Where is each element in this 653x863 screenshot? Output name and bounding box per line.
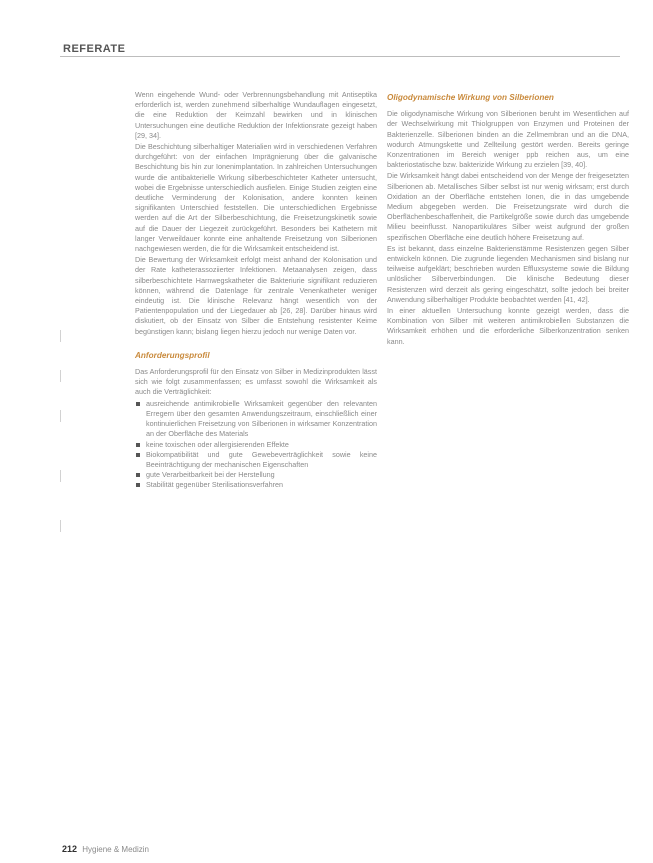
requirements-list bbox=[135, 399, 377, 491]
margin-mark bbox=[60, 330, 61, 342]
margin-mark bbox=[60, 410, 61, 422]
body-paragraph: Wenn eingehende Wund- oder Verbrennungsbehandlung mit Antiseptika erforderlich ist, werden zunehmend silberhaltige Wundauflagen eingesetzt, die eine Reduktion der Keimzahl bewirken und in klinischen Untersuchungen eine deutliche Reduktion der Infektionsrate gezeigt haben [29, 34]. bbox=[135, 90, 377, 140]
right-column bbox=[387, 90, 629, 348]
bullet-icon bbox=[136, 473, 140, 477]
body-paragraph: Die Beschichtung silberhaltiger Materialien wird in verschiedenen Verfahren durchgeführt: von der einfachen Imprägnierung über die galvanische Beschichtung bis hin zur Ionenimplantation. In zahlreichen Untersuchungen wurde die antibakterielle Wirkung silberbeschichteter Katheter untersucht, wobei die Ergebnisse unterschiedlich ausfielen. Einige Studien zeigten eine deutliche Verminderung der Kolonisation, andere konnten keinen signifikanten Unterschied feststellen. Die unterschiedlichen Ergebnisse werden auf die Art der Silberbeschichtung, die Freisetzungskinetik sowie auf die Dauer der Liegezeit zurückgeführt. Besonders bei Kathetern mit langer Verweildauer konnte eine anhaltende Freisetzung von Silberionen nachgewiesen werden, die für die Wirksamkeit entscheidend ist. bbox=[135, 142, 377, 254]
section-heading: Anforderungsprofil bbox=[135, 350, 210, 360]
list-item bbox=[135, 440, 377, 450]
body-paragraph: Die Bewertung der Wirksamkeit erfolgt meist anhand der Kolonisation und der Rate katheterassoziierter Infektionen. Metaanalysen zeigen, dass silberbeschichtete Harnwegskatheter die Bakteriurie signifikant reduzieren können, während die Datenlage für zentrale Venenkatheter weniger eindeutig ist. Die klinische Relevanz hängt wesentlich von der Patientenpopulation und der Liegedauer ab [26, 28]. Darüber hinaus wird diskutiert, ob der Einsatz von Silber die Entstehung resistenter Keime begünstigen kann; bislang liegen hierzu jedoch nur wenige Daten vor. bbox=[135, 255, 377, 336]
list-item-text: Biokompatibilität und gute Gewebeverträglichkeit sowie keine Beeinträchtigung der mechanischen Eigenschaften bbox=[146, 449, 377, 469]
list-item bbox=[135, 470, 377, 480]
journal-name: Hygiene & Medizin bbox=[82, 845, 149, 854]
page-footer bbox=[62, 844, 149, 854]
list-item-text: gute Verarbeitbarkeit bei der Herstellung bbox=[146, 470, 275, 480]
left-column bbox=[135, 90, 377, 491]
list-item bbox=[135, 450, 377, 470]
header-rule bbox=[60, 56, 620, 57]
section-heading: Oligodynamische Wirkung von Silberionen bbox=[387, 93, 554, 102]
margin-mark bbox=[60, 370, 61, 382]
body-paragraph: In einer aktuellen Untersuchung konnte gezeigt werden, dass die Kombination von Silber mit weiteren antimikrobiellen Substanzen die Wirksamkeit erhöhen und die erforderliche Silberkonzentration senken kann. bbox=[387, 306, 629, 346]
bullet-icon bbox=[136, 483, 140, 487]
body-paragraph: Es ist bekannt, dass einzelne Bakterienstämme Resistenzen gegen Silber entwickeln können. Die zugrunde liegenden Mechanismen sind bislang nur teilweise aufgeklärt; beschrieben wurden Effluxsysteme sowie die Bildung unlöslicher Silberverbindungen. Die klinische Bedeutung dieser Resistenzen wird derzeit als gering eingeschätzt, sollte jedoch bei breiter Anwendung silberhaltiger Produkte beobachtet werden [41, 42]. bbox=[387, 243, 629, 304]
margin-mark bbox=[60, 520, 61, 532]
intro-paragraph: Das Anforderungsprofil für den Einsatz von Silber in Medizinprodukten lässt sich wie folgt zusammenfassen; es umfasst sowohl die Wirksamkeit als auch die Verträglichkeit: bbox=[135, 367, 377, 397]
bullet-icon bbox=[136, 402, 140, 406]
bullet-icon bbox=[136, 453, 140, 457]
page-number: 212 bbox=[62, 844, 78, 854]
list-item-text: Stabilität gegenüber Sterilisationsverfahren bbox=[146, 480, 284, 490]
margin-mark bbox=[60, 470, 61, 482]
body-paragraph: Die oligodynamische Wirkung von Silberionen beruht im Wesentlichen auf der Wechselwirkung mit Thiolgruppen von Enzymen und Proteinen der Bakterienzelle. Silberionen binden an die Zellmembran und an die DNA, wodurch Atmungskette und Zellteilung gestört werden. Bereits geringe Konzentrationen im Bereich weniger ppb reichen aus, um eine bakteriostatische bzw. bakterizide Wirkung zu erzielen [39, 40]. bbox=[387, 109, 629, 170]
list-item-text: keine toxischen oder allergisierenden Effekte bbox=[146, 439, 289, 449]
list-item bbox=[135, 480, 377, 490]
section-title: REFERATE bbox=[63, 43, 126, 55]
list-item-text: ausreichende antimikrobielle Wirksamkeit gegenüber den relevanten Erregern über den gesamten Anwendungszeitraum, einschließlich einer kontinuierlichen Freisetzung von Silberionen in wirksamer Konzentration an der Oberfläche des Materials bbox=[146, 398, 377, 439]
list-item bbox=[135, 399, 377, 440]
bullet-icon bbox=[136, 443, 140, 447]
body-paragraph: Die Wirksamkeit hängt dabei entscheidend von der Menge der freigesetzten Silberionen ab. Metallisches Silber selbst ist nur wenig wirksam; erst durch Oxidation an der Oberfläche entstehen Ionen, die in das umgebende Medium abgegeben werden. Die Freisetzungsrate wird durch die Oberflächenbeschaffenheit, die Partikelgröße sowie durch das umgebende Milieu beeinflusst. Nanopartikuläres Silber weist aufgrund der großen spezifischen Oberfläche eine deutlich höhere Freisetzung auf. bbox=[387, 171, 629, 242]
